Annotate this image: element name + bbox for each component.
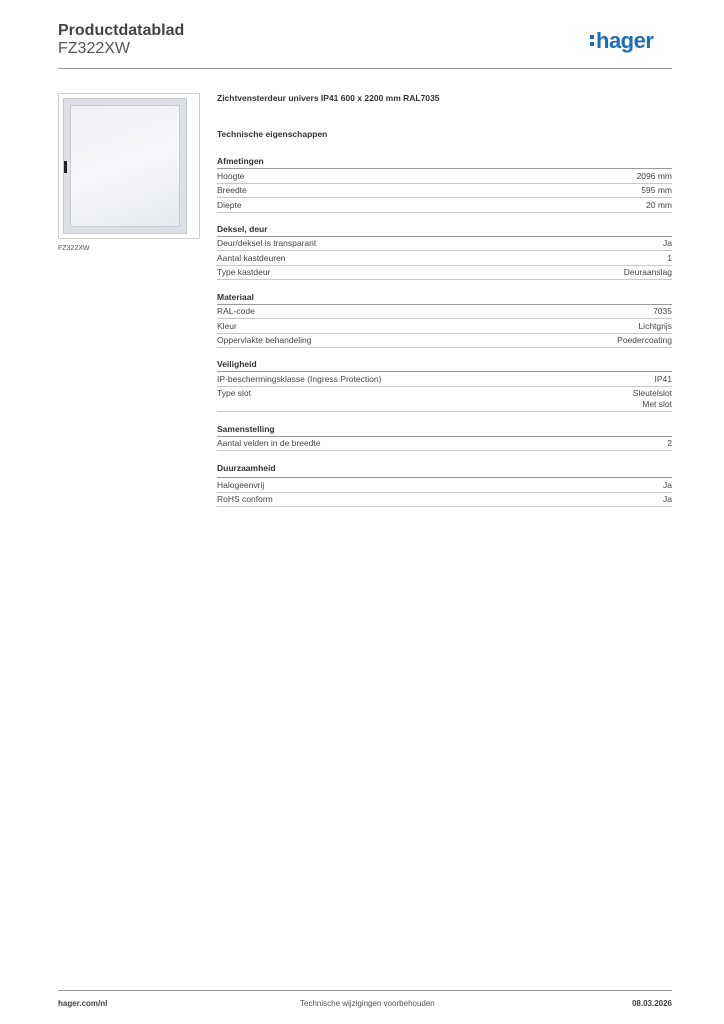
spec-value-secondary: Met slot [642, 399, 672, 409]
spec-value: 2096 mm [636, 171, 672, 181]
hager-logo[interactable] [590, 28, 653, 54]
row-divider [217, 250, 672, 251]
section-title-afmetingen: Afmetingen [217, 156, 264, 166]
spec-value: Ja [663, 494, 672, 504]
row-divider [217, 492, 672, 493]
product-image-caption: FZ322XW [58, 245, 90, 252]
header-divider [58, 68, 672, 69]
row-divider [217, 411, 672, 412]
footer-note: Technische wijzigingen voorbehouden [300, 999, 435, 1008]
section-title-materiaal: Materiaal [217, 292, 254, 302]
row-divider [217, 265, 672, 266]
spec-value: Poedercoating [617, 335, 672, 345]
row-divider [217, 212, 672, 213]
row-divider [217, 506, 672, 507]
spec-value: Sleutelslot [632, 388, 672, 398]
spec-label: Halogeenvrij [217, 480, 265, 490]
section-title-veiligheid: Veiligheid [217, 359, 257, 369]
section-divider [217, 236, 672, 237]
spec-label: Deur/deksel is transparant [217, 238, 317, 248]
product-image [58, 93, 200, 239]
row-divider [217, 386, 672, 387]
section-title-deksel-deur: Deksel, deur [217, 224, 268, 234]
footer-website-link[interactable]: hager.com/nl [58, 999, 108, 1008]
spec-label: Kleur [217, 321, 237, 331]
spec-value: Lichtgrijs [638, 321, 672, 331]
section-divider [217, 436, 672, 437]
row-divider [217, 197, 672, 198]
section-divider [217, 168, 672, 169]
spec-label: Aantal velden in de breedte [217, 438, 321, 448]
page-title: Productdatablad [58, 22, 185, 39]
spec-label: IP-beschermingsklasse (Ingress Protection) [217, 374, 382, 384]
spec-value: 2 [667, 438, 672, 448]
spec-label: Hoogte [217, 171, 245, 181]
row-divider [217, 183, 672, 184]
technical-properties-heading: Technische eigenschappen [217, 129, 328, 139]
row-divider [217, 318, 672, 319]
spec-value: IP41 [654, 374, 672, 384]
spec-value: 20 mm [646, 200, 672, 210]
section-divider [217, 371, 672, 372]
section-title-duurzaamheid: Duurzaamheid [217, 463, 276, 473]
spec-value: Ja [663, 238, 672, 248]
product-name: Zichtvensterdeur univers IP41 600 x 2200 mm RAL7035 [217, 93, 440, 103]
section-divider [217, 477, 672, 478]
spec-label: Diepte [217, 200, 242, 210]
row-divider [217, 347, 672, 348]
row-divider [217, 279, 672, 280]
logo-dots-icon [590, 33, 595, 49]
footer-divider [58, 990, 672, 991]
footer-date: 08.03.2026 [631, 999, 672, 1008]
spec-value: 1 [667, 253, 672, 263]
product-code: FZ322XW [58, 40, 131, 57]
row-divider [217, 450, 672, 451]
spec-label: Oppervlakte behandeling [217, 335, 312, 345]
door-illustration [63, 98, 187, 234]
spec-value: Deuraanslag [623, 267, 672, 277]
section-divider [217, 304, 672, 305]
spec-label: Aantal kastdeuren [217, 253, 286, 263]
section-title-samenstelling: Samenstelling [217, 424, 275, 434]
spec-label: Type kastdeur [217, 267, 271, 277]
spec-label: RoHS conform [217, 494, 273, 504]
door-window [70, 105, 180, 227]
row-divider [217, 333, 672, 334]
spec-value: 7035 [653, 306, 672, 316]
spec-value: 595 mm [641, 185, 672, 195]
door-handle-icon [64, 161, 67, 173]
logo-text: hager [596, 28, 654, 53]
spec-label: Breedte [217, 185, 247, 195]
spec-label: Type slot [217, 388, 252, 398]
spec-value: Ja [663, 480, 672, 490]
spec-label: RAL-code [217, 306, 255, 316]
